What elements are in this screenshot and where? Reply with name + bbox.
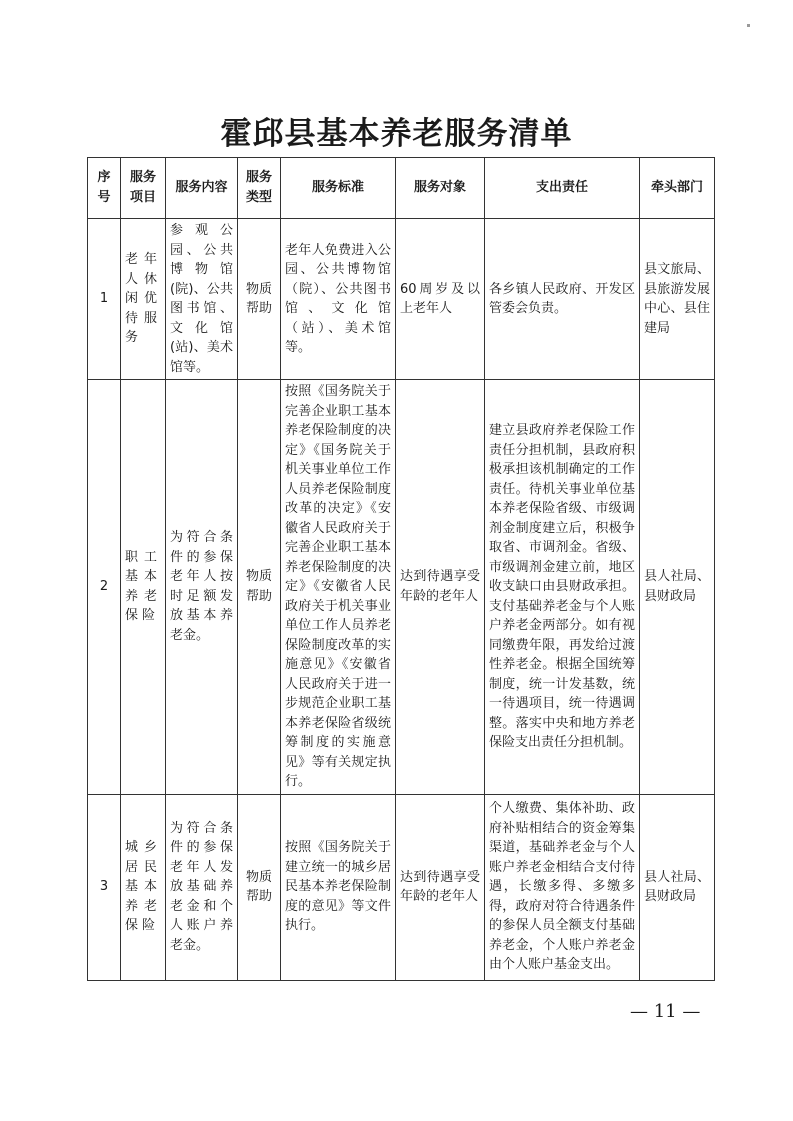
document-title: 霍邱县基本养老服务清单 — [220, 116, 573, 152]
page-number: — 11 — — [630, 1001, 701, 1022]
cell-responsibility: 个人缴费、集体补助、政府补贴相结合的资金筹集渠道，基础养老金与个人账户养老金相结合支付待遇，长缴多得、多缴多得，政府对符合待遇条件的参保人员全额支付基础养老金，个人账户养老金由个人账户基金支出。 — [485, 794, 640, 980]
cell-content: 参观公园、公共博物馆(院)、公共图书馆、文化馆(站)、美术馆等。 — [166, 219, 238, 380]
cell-type: 物质帮助 — [238, 380, 281, 795]
cell-no: 1 — [88, 219, 121, 380]
cell-standard: 按照《国务院关于建立统一的城乡居民基本养老保险制度的意见》等文件执行。 — [281, 794, 396, 980]
header-content: 服务内容 — [166, 158, 238, 219]
cell-department: 县人社局、县财政局 — [640, 794, 715, 980]
cell-department: 县文旅局、县旅游发展中心、县住建局 — [640, 219, 715, 380]
header-responsibility: 支出责任 — [485, 158, 640, 219]
cell-item: 职工基本养老保险 — [121, 380, 166, 795]
cell-no: 3 — [88, 794, 121, 980]
table-row — [88, 794, 715, 980]
header-no: 序号 — [88, 158, 121, 219]
cell-standard: 老年人免费进入公园、公共博物馆（院）、公共图书馆、文化馆（站）、美术馆等。 — [281, 219, 396, 380]
service-list-table — [87, 157, 715, 981]
cell-content: 为符合条件的参保老年人发放基础养老金和个人账户养老金。 — [166, 794, 238, 980]
cell-target: 60周岁及以上老年人 — [396, 219, 485, 380]
cell-content: 为符合条件的参保老年人按时足额发放基本养老金。 — [166, 380, 238, 795]
cell-target: 达到待遇享受年龄的老年人 — [396, 380, 485, 795]
cell-type: 物质帮助 — [238, 794, 281, 980]
cell-item: 老年人休闲优待服务 — [121, 219, 166, 380]
scan-artifact — [747, 24, 750, 27]
cell-type: 物质帮助 — [238, 219, 281, 380]
cell-responsibility: 各乡镇人民政府、开发区管委会负责。 — [485, 219, 640, 380]
header-item: 服务项目 — [121, 158, 166, 219]
cell-department: 县人社局、县财政局 — [640, 380, 715, 795]
header-type: 服务类型 — [238, 158, 281, 219]
cell-responsibility: 建立县政府养老保险工作责任分担机制，县政府积极承担该机制确定的工作责任。待机关事业单位基本养老保险省级、市级调剂金制度建立后，积极争取省、市调剂金。省级、市级调剂金建立前，地区收支缺口由县财政承担。支付基础养老金与个人账户养老金两部分。如有视同缴费年限，再发给过渡性养老金。根据全国统筹制度，统一计发基数，统一待遇项目，统一待遇调整。落实中央和地方养老保险支出责任分担机制。 — [485, 380, 640, 795]
table-header-row — [88, 158, 715, 219]
cell-item: 城乡居民基本养老保险 — [121, 794, 166, 980]
header-standard: 服务标准 — [281, 158, 396, 219]
cell-no: 2 — [88, 380, 121, 795]
cell-target: 达到待遇享受年龄的老年人 — [396, 794, 485, 980]
table-row — [88, 219, 715, 380]
table-row — [88, 380, 715, 795]
header-department: 牵头部门 — [640, 158, 715, 219]
cell-standard: 按照《国务院关于完善企业职工基本养老保险制度的决定》《国务院关于机关事业单位工作人员养老保险制度改革的决定》《安徽省人民政府关于完善企业职工基本养老保险制度的决定》《安徽省人民政府关于机关事业单位工作人员养老保险制度改革的实施意见》《安徽省人民政府关于进一步规范企业职工基本养老保险省级统筹制度的实施意见》等有关规定执行。 — [281, 380, 396, 795]
header-target: 服务对象 — [396, 158, 485, 219]
